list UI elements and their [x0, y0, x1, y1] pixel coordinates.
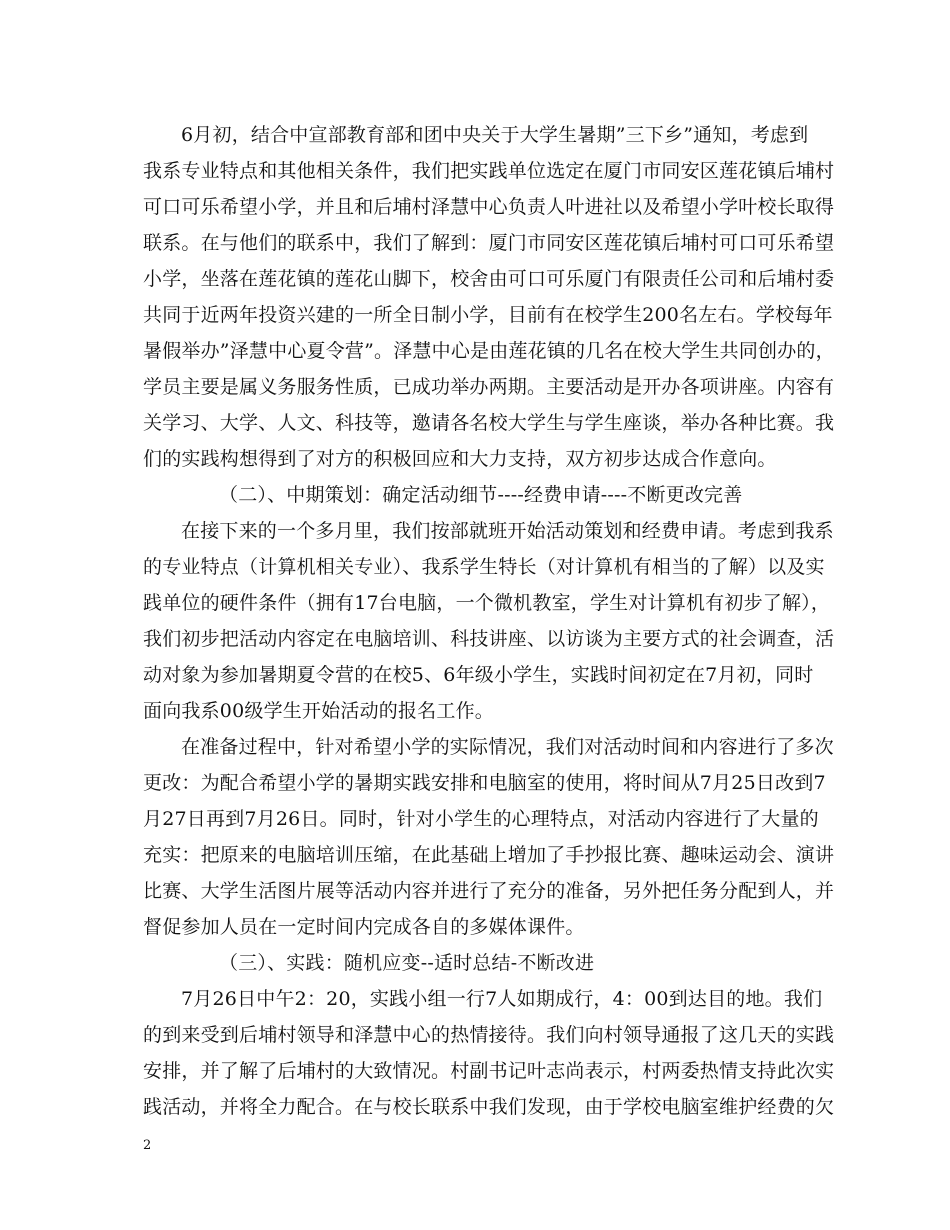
text-line: 小学，坐落在莲花镇的莲花山脚下，校舍由可口可乐厦门有限责任公司和后埔村委 [143, 268, 835, 290]
section-heading: （三）、实践：随机应变--适时总结-不断改进 [219, 952, 595, 974]
text-line: 督促参加人员在一定时间内完成各自的多媒体课件。 [143, 916, 585, 938]
text-line: 联系。在与他们的联系中，我们了解到：厦门市同安区莲花镇后埔村可口可乐希望 [143, 232, 835, 254]
text-line: 我系专业特点和其他相关条件，我们把实践单位选定在厦门市同安区莲花镇后埔村 [143, 160, 835, 182]
text-line: 更改：为配合希望小学的暑期实践安排和电脑室的使用，将时间从7月25日改到7 [143, 772, 826, 794]
text-line: 学员主要是属义务服务性质，已成功举办两期。主要活动是开办各项讲座。内容有 [143, 376, 835, 398]
text-line: 充实：把原来的电脑培训压缩，在此基础上增加了手抄报比赛、趣味运动会、演讲 [143, 844, 835, 866]
text-line: 的到来受到后埔村领导和泽慧中心的热情接待。我们向村领导通报了这几天的实践 [143, 1024, 835, 1046]
text-line: 7月26日中午2：20，实践小组一行7人如期成行，4：00到达目的地。我们 [181, 988, 823, 1010]
section-heading: （二）、中期策划：确定活动细节----经费申请----不断更改完善 [219, 484, 743, 506]
text-line: 6月初，结合中宣部教育部和团中央关于大学生暑期”三下乡”通知，考虑到 [181, 124, 809, 146]
text-line: 在接下来的一个多月里，我们按部就班开始活动策划和经费申请。考虑到我系 [181, 520, 834, 542]
text-line: 践活动，并将全力配合。在与校长联系中我们发现，由于学校电脑室维护经费的欠 [143, 1096, 835, 1118]
text-line: 在准备过程中，针对希望小学的实际情况，我们对活动时间和内容进行了多次 [181, 736, 834, 758]
page-number: 2 [143, 1138, 152, 1153]
text-line: 暑假举办”泽慧中心夏令营”。泽慧中心是由莲花镇的几名在校大学生共同创办的， [143, 340, 835, 362]
text-line: 践单位的硬件条件（拥有17台电脑，一个微机教室，学生对计算机有初步了解）， [143, 592, 831, 614]
text-line: 的专业特点（计算机相关专业）、我系学生特长（对计算机有相当的了解）以及实 [143, 556, 825, 578]
text-line: 我们初步把活动内容定在电脑培训、科技讲座、以访谈为主要方式的社会调查，活 [143, 628, 835, 650]
text-line: 比赛、大学生活图片展等活动内容并进行了充分的准备，另外把任务分配到人，并 [143, 880, 835, 902]
text-line: 安排，并了解了后埔村的大致情况。村副书记叶志尚表示，村两委热情支持此次实 [143, 1060, 835, 1082]
text-line: 关学习、大学、人文、科技等，邀请各名校大学生与学生座谈，举办各种比赛。我 [143, 412, 835, 434]
text-line: 共同于近两年投资兴建的一所全日制小学，目前有在校学生200名左右。学校每年 [143, 304, 833, 326]
text-line: 月27日再到7月26日。同时，针对小学生的心理特点，对活动内容进行了大量的 [143, 808, 819, 830]
text-line: 们的实践构想得到了对方的积极回应和大力支持，双方初步达成合作意向。 [143, 448, 777, 470]
text-line: 可口可乐希望小学，并且和后埔村泽慧中心负责人叶进社以及希望小学叶校长取得 [143, 196, 835, 218]
text-line: 动对象为参加暑期夏令营的在校5、6年级小学生，实践时间初定在7月初，同时 [143, 664, 814, 686]
text-line: 面向我系00级学生开始活动的报名工作。 [143, 700, 494, 722]
document-body [143, 117, 835, 1125]
